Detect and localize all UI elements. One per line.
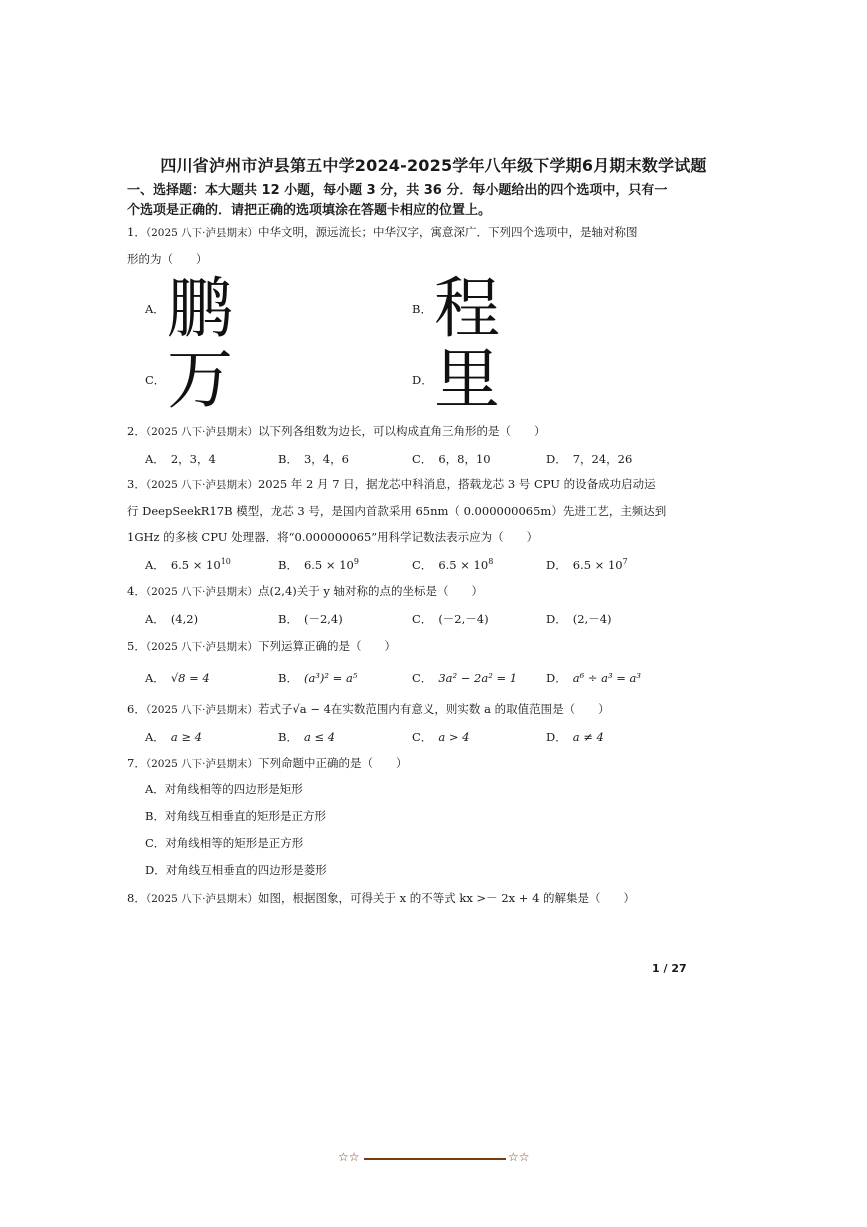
question-1: [127, 219, 697, 272]
question-4: [127, 578, 697, 605]
option-label: D．: [546, 730, 567, 744]
q6-option-d[interactable]: [546, 729, 604, 745]
q7-option-d[interactable]: [145, 857, 327, 884]
option-text: 对角线相等的四边形是矩形: [164, 782, 303, 796]
q3-option-a[interactable]: [145, 557, 231, 573]
option-label: B．: [278, 671, 298, 685]
question-number: 7．: [127, 756, 146, 770]
q1-option-b[interactable]: [412, 270, 672, 347]
question-8: [127, 885, 697, 912]
option-text: 对角线互相垂直的矩形是正方形: [164, 809, 326, 823]
q2-options: [145, 451, 695, 471]
option-label: A．: [145, 612, 165, 626]
q2-option-a[interactable]: [145, 451, 216, 467]
question-number: 2．: [127, 424, 146, 438]
q2-option-c[interactable]: [412, 451, 491, 467]
q5-option-c[interactable]: [412, 670, 517, 686]
question-source: （2025 八下·泸县期末）: [145, 227, 258, 239]
option-label: A．: [145, 671, 165, 685]
option-label: A．: [145, 452, 165, 466]
option-text: √8 = 4: [170, 671, 210, 685]
option-text: (4,2): [170, 612, 199, 626]
q1-option-d[interactable]: [412, 341, 672, 418]
q3-option-c[interactable]: [412, 557, 493, 573]
q3-option-b[interactable]: [278, 557, 359, 573]
option-text: 2，3，4: [170, 452, 216, 466]
question-2: [127, 418, 697, 445]
question-source: （2025 八下·泸县期末）: [145, 893, 258, 905]
q5-options: [145, 670, 695, 690]
question-stem: 中华文明，源远流长；中华汉字，寓意深广．下列四个选项中，是轴对称图: [257, 225, 638, 239]
option-exponent: 9: [353, 557, 359, 567]
question-number: 3．: [127, 477, 146, 491]
q5-option-a[interactable]: [145, 670, 210, 686]
option-char: 鹏: [167, 270, 233, 347]
option-char: 万: [167, 341, 233, 418]
option-label: B．: [278, 730, 298, 744]
option-text: (－2,4): [303, 612, 343, 626]
option-text: (a³)² = a⁵: [303, 671, 358, 685]
option-text: 6.5 × 10: [438, 558, 489, 572]
option-text: a⁶ ÷ a³ = a³: [572, 671, 642, 685]
option-text: a > 4: [438, 730, 470, 744]
q7-options: [145, 776, 327, 884]
page-title: 四川省泸州市泸县第五中学2024-2025学年八年级下学期6月期末数学试题: [160, 156, 707, 175]
question-stem: 下列命题中正确的是（ ）: [257, 756, 408, 770]
option-label: D．: [546, 612, 567, 626]
option-label: B．: [278, 612, 298, 626]
question-source: （2025 八下·泸县期末）: [145, 704, 258, 716]
question-stem: 点(2,4)关于 y 轴对称的点的坐标是（ ）: [257, 584, 484, 598]
option-label: C．: [412, 612, 433, 626]
option-text: 3，4，6: [303, 452, 349, 466]
q5-option-b[interactable]: [278, 670, 357, 686]
question-stem: 以下列各组数为边长，可以构成直角三角形的是（ ）: [257, 424, 546, 438]
question-stem: 下列运算正确的是（ ）: [257, 639, 396, 653]
option-label: B．: [412, 302, 432, 316]
option-label: D．: [546, 671, 567, 685]
option-exponent: 10: [220, 557, 231, 567]
q1-option-c[interactable]: [145, 341, 405, 418]
q4-option-d[interactable]: [546, 611, 612, 627]
question-stem: 若式子√a − 4在实数范围内有意义，则实数 a 的取值范围是（ ）: [257, 702, 610, 716]
option-label: A．: [145, 730, 165, 744]
question-number: 1．: [127, 225, 146, 239]
option-text: a ≠ 4: [572, 730, 604, 744]
option-label: D．: [412, 373, 433, 387]
option-text: a ≤ 4: [303, 730, 336, 744]
q4-option-b[interactable]: [278, 611, 343, 627]
footer-ornament: [338, 1150, 533, 1168]
question-stem-cont: 1GHz 的多核 CPU 处理器．将“0.000000065”用科学记数法表示应为（ ）: [127, 530, 539, 544]
option-char: 里: [434, 341, 500, 418]
q7-option-a[interactable]: [145, 776, 327, 803]
question-source: （2025 八下·泸县期末）: [145, 641, 258, 653]
option-label: C．: [145, 836, 166, 850]
option-text: 对角线相等的矩形是正方形: [165, 836, 304, 850]
q7-option-c[interactable]: [145, 830, 327, 857]
question-source: （2025 八下·泸县期末）: [145, 586, 258, 598]
page-number: 1 / 27: [652, 962, 687, 975]
question-source: （2025 八下·泸县期末）: [145, 758, 258, 770]
question-source: （2025 八下·泸县期末）: [145, 426, 258, 438]
option-label: D．: [546, 558, 567, 572]
option-exponent: 7: [622, 557, 628, 567]
option-text: 对角线互相垂直的四边形是菱形: [165, 863, 327, 877]
q1-option-a[interactable]: [145, 270, 405, 347]
option-text: (2,－4): [572, 612, 612, 626]
option-label: C．: [412, 452, 433, 466]
section-heading: [127, 181, 702, 221]
question-3: [127, 471, 697, 550]
q3-options: [145, 557, 695, 577]
question-5: [127, 633, 697, 660]
option-label: A．: [145, 302, 165, 316]
option-label: D．: [546, 452, 567, 466]
question-7: [127, 750, 697, 777]
option-label: C．: [412, 558, 433, 572]
option-label: C．: [412, 730, 433, 744]
q1-options-row1: [145, 270, 705, 347]
q4-options: [145, 611, 695, 631]
q3-option-d[interactable]: [546, 557, 628, 573]
q6-option-b[interactable]: [278, 729, 335, 745]
option-text: 6.5 × 10: [572, 558, 623, 572]
question-stem: 2025 年 2 月 7 日，据龙芯中科消息，搭载龙芯 3 号 CPU 的设备成功启动运: [257, 477, 656, 491]
footer-divider: [364, 1158, 506, 1160]
option-text: 6.5 × 10: [170, 558, 221, 572]
q2-option-b[interactable]: [278, 451, 349, 467]
q4-option-a[interactable]: [145, 611, 198, 627]
option-label: C．: [145, 373, 166, 387]
option-label: A．: [145, 782, 165, 796]
question-number: 4．: [127, 584, 146, 598]
star-icon: ☆☆: [338, 1150, 360, 1164]
option-label: B．: [278, 452, 298, 466]
q1-options-row2: [145, 341, 705, 418]
option-text: 6，8，10: [438, 452, 491, 466]
option-text: a ≥ 4: [170, 730, 202, 744]
q7-option-b[interactable]: [145, 803, 327, 830]
q5-option-d[interactable]: [546, 670, 641, 686]
q6-option-c[interactable]: [412, 729, 469, 745]
q6-option-a[interactable]: [145, 729, 202, 745]
option-char: 程: [434, 270, 500, 347]
q6-options: [145, 729, 695, 749]
option-label: D．: [145, 863, 166, 877]
option-exponent: 8: [488, 557, 494, 567]
section-heading-line1: 一、选择题：本大题共 12 小题，每小题 3 分，共 36 分．每小题给出的四个选项中，只有一: [127, 183, 668, 198]
star-icon: ☆☆: [508, 1150, 530, 1164]
option-text: 3a² − 2a² = 1: [438, 671, 518, 685]
option-text: 6.5 × 10: [303, 558, 354, 572]
question-6: [127, 696, 697, 723]
option-label: A．: [145, 558, 165, 572]
q2-option-d[interactable]: [546, 451, 632, 467]
option-label: C．: [412, 671, 433, 685]
question-stem: 如图，根据图象，可得关于 x 的不等式 kx >－ 2x + 4 的解集是（ ）: [257, 891, 636, 905]
option-label: B．: [278, 558, 298, 572]
question-source: （2025 八下·泸县期末）: [145, 479, 258, 491]
option-label: B．: [145, 809, 165, 823]
question-stem-cont: 行 DeepSeekR17B 模型，龙芯 3 号，是国内首款采用 65nm（ 0.000000065m）先进工艺，主频达到: [127, 504, 667, 518]
question-number: 6．: [127, 702, 146, 716]
question-stem-cont: 形的为（ ）: [127, 252, 208, 266]
q4-option-c[interactable]: [412, 611, 489, 627]
section-heading-line2: 个选项是正确的．请把正确的选项填涂在答题卡相应的位置上。: [127, 203, 492, 218]
option-text: (－2,－4): [438, 612, 489, 626]
option-text: 7，24，26: [572, 452, 633, 466]
question-number: 8．: [127, 891, 146, 905]
question-number: 5．: [127, 639, 146, 653]
